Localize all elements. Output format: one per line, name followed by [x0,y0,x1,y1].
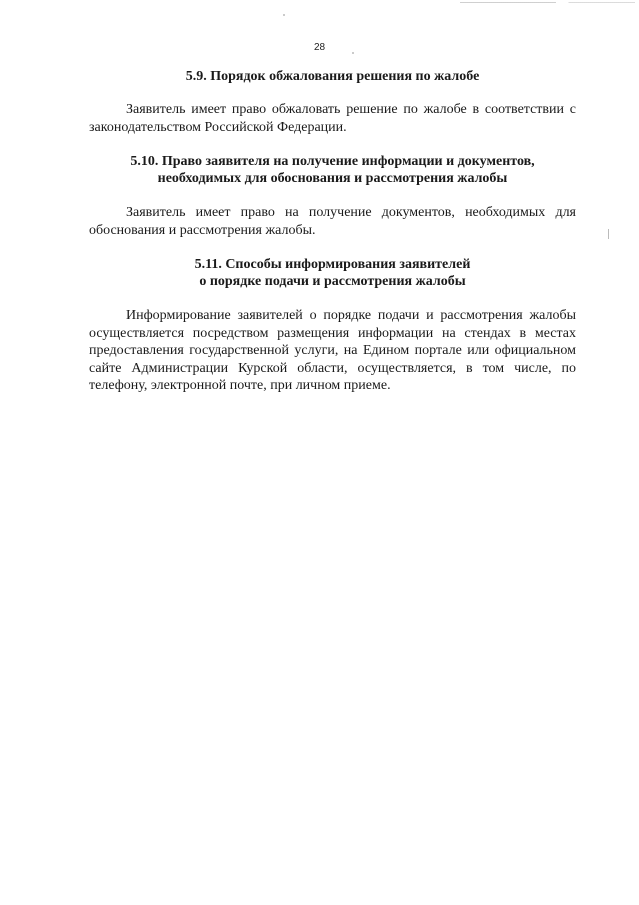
section-title-5-9 [89,68,576,85]
section-paragraph-5-10: Заявитель имеет право на получение документов, необходимых для обоснования и рассмотрения жалобы. [89,205,576,238]
document-body [89,68,576,395]
scan-artifact-line [460,2,635,3]
section-title-line: 5.11. Способы информирования заявителей [194,257,471,272]
scan-artifact-mark [608,229,609,239]
section-title-line: о порядке подачи и рассмотрения жалобы [199,274,466,289]
section-title-5-10 [89,153,576,187]
section-title-line: 5.9. Порядок обжалования решения по жалобе [185,69,480,84]
section-title-line: 5.10. Право заявителя на получение информации и документов, [130,154,535,169]
section-paragraph-5-9: Заявитель имеет право обжаловать решение по жалобе в соответствии с законодательством Российской Федерации. [89,102,576,135]
section-title-5-11 [89,256,576,290]
page-number: 28 [313,42,326,53]
section-paragraph-5-11: Информирование заявителей о порядке подачи и рассмотрения жалобы осуществляется посредством размещения информации на стендах в местах предоставления государственной услуги, на Едином портале или официальном сайте Администрации Курской области, осуществляется, в том числе, по телефону, электронной почте, при личном приеме. [89,308,576,393]
section-title-line: необходимых для обоснования и рассмотрения жалобы [157,171,508,186]
scan-artifact-dot [283,14,285,16]
